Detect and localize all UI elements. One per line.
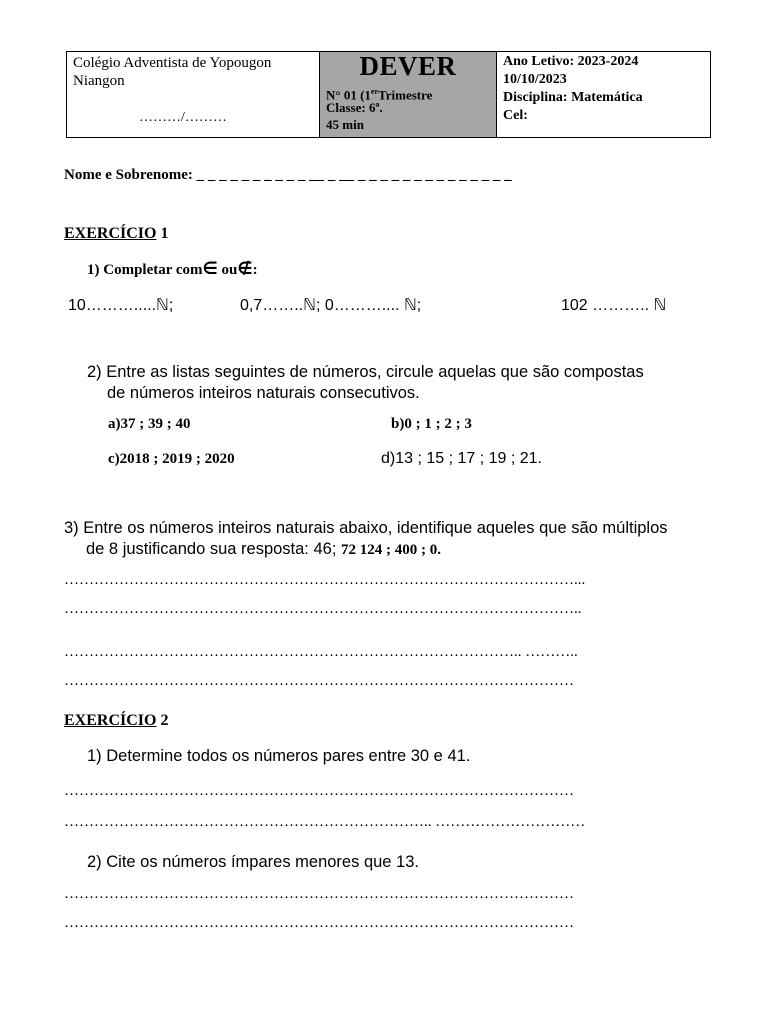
element-of-symbol: ∈ (202, 259, 218, 278)
ex1-q2-option-a[interactable]: a)37 ; 39 ; 40 (108, 416, 191, 432)
subject-label: Disciplina: Matemática (503, 90, 643, 105)
ex1-q1-item-2[interactable]: 0,7……..ℕ; 0……….... ℕ; (240, 297, 422, 314)
school-name (73, 54, 271, 90)
school-cell (67, 52, 320, 137)
ex1-q1-item-1[interactable]: 10……….....ℕ; (68, 297, 174, 314)
not-element-of-symbol: ∉ (237, 259, 253, 278)
school-year: Ano Letivo: 2023-2024 (503, 54, 639, 69)
ex2-q1-answer-line[interactable]: ……………………………………………………………….. ………………………… (64, 814, 586, 830)
exercise-1-heading: EXERCÍCIO 1 (64, 225, 169, 242)
ex2-q1-text: 1) Determine todos os números pares entre 30 e 41. (87, 747, 471, 765)
class-label: Classe: 6ª. (326, 100, 383, 115)
name-label: Nome e Sobrenome: (64, 167, 193, 183)
ex2-q1-answer-line[interactable]: ………………………………………………………………………………………… (64, 783, 574, 799)
ex1-q3-answer-line[interactable]: ………………………………………………………………………………………….. (64, 601, 582, 617)
name-blank[interactable]: _ _ _ _ _ _ _ _ _ _ __ _ __ _ _ _ _ _ _ _ _ _ _ _ _ _ _ (196, 167, 512, 183)
ex1-q3-answer-line[interactable]: …………………………………………………………………………………………... (64, 572, 586, 588)
ex1-q3-line2: de 8 justificando sua resposta: 46; 72 124 ; 400 ; 0. (86, 540, 441, 558)
ex1-q2-option-d[interactable]: d)13 ; 15 ; 17 ; 19 ; 21. (381, 450, 542, 467)
school-name-line1: Colégio Adventista de Yopougon (73, 55, 272, 71)
school-name-line2: Niangon (73, 73, 125, 89)
ex1-q2-line2: de números inteiros naturais consecutivos. (107, 384, 420, 402)
date-blank: ………/……… (139, 110, 227, 125)
ex1-q3-answer-line[interactable]: ………………………………………………………………………………………… (64, 673, 574, 689)
document-title: DEVER (359, 51, 457, 81)
exercise-2-heading: EXERCÍCIO 2 (64, 712, 169, 729)
ex2-q2-text: 2) Cite os números ímpares menores que 13. (87, 853, 419, 871)
cel-label: Cel: (503, 108, 528, 123)
header-table (66, 51, 711, 138)
ex1-q1-prompt: 1) Completar com∈ ou∉: (87, 259, 258, 278)
ex1-q3-line1: 3) Entre os números inteiros naturais abaixo, identifique aqueles que são múltiplos (64, 519, 668, 537)
info-cell (497, 52, 710, 137)
ex2-q2-answer-line[interactable]: ………………………………………………………………………………………… (64, 915, 574, 931)
assignment-number: N° 01 (1erTrimestre (326, 87, 433, 103)
name-field[interactable] (64, 167, 512, 184)
ex1-q3-answer-line[interactable]: ……………………………………………………………………………….. ……….. (64, 644, 578, 660)
exam-date: 10/10/2023 (503, 72, 567, 87)
ex1-q2-option-b[interactable]: b)0 ; 1 ; 2 ; 3 (391, 416, 472, 432)
title-cell (320, 52, 497, 137)
ex1-q2-option-c[interactable]: c)2018 ; 2019 ; 2020 (108, 451, 235, 467)
ex1-q1-item-3[interactable]: 102 ……….. ℕ (561, 297, 667, 314)
ex2-q2-answer-line[interactable]: ………………………………………………………………………………………… (64, 886, 574, 902)
ex1-q2-line1: 2) Entre as listas seguintes de números, circule aquelas que são compostas (87, 363, 644, 381)
duration-label: 45 min (326, 117, 364, 132)
